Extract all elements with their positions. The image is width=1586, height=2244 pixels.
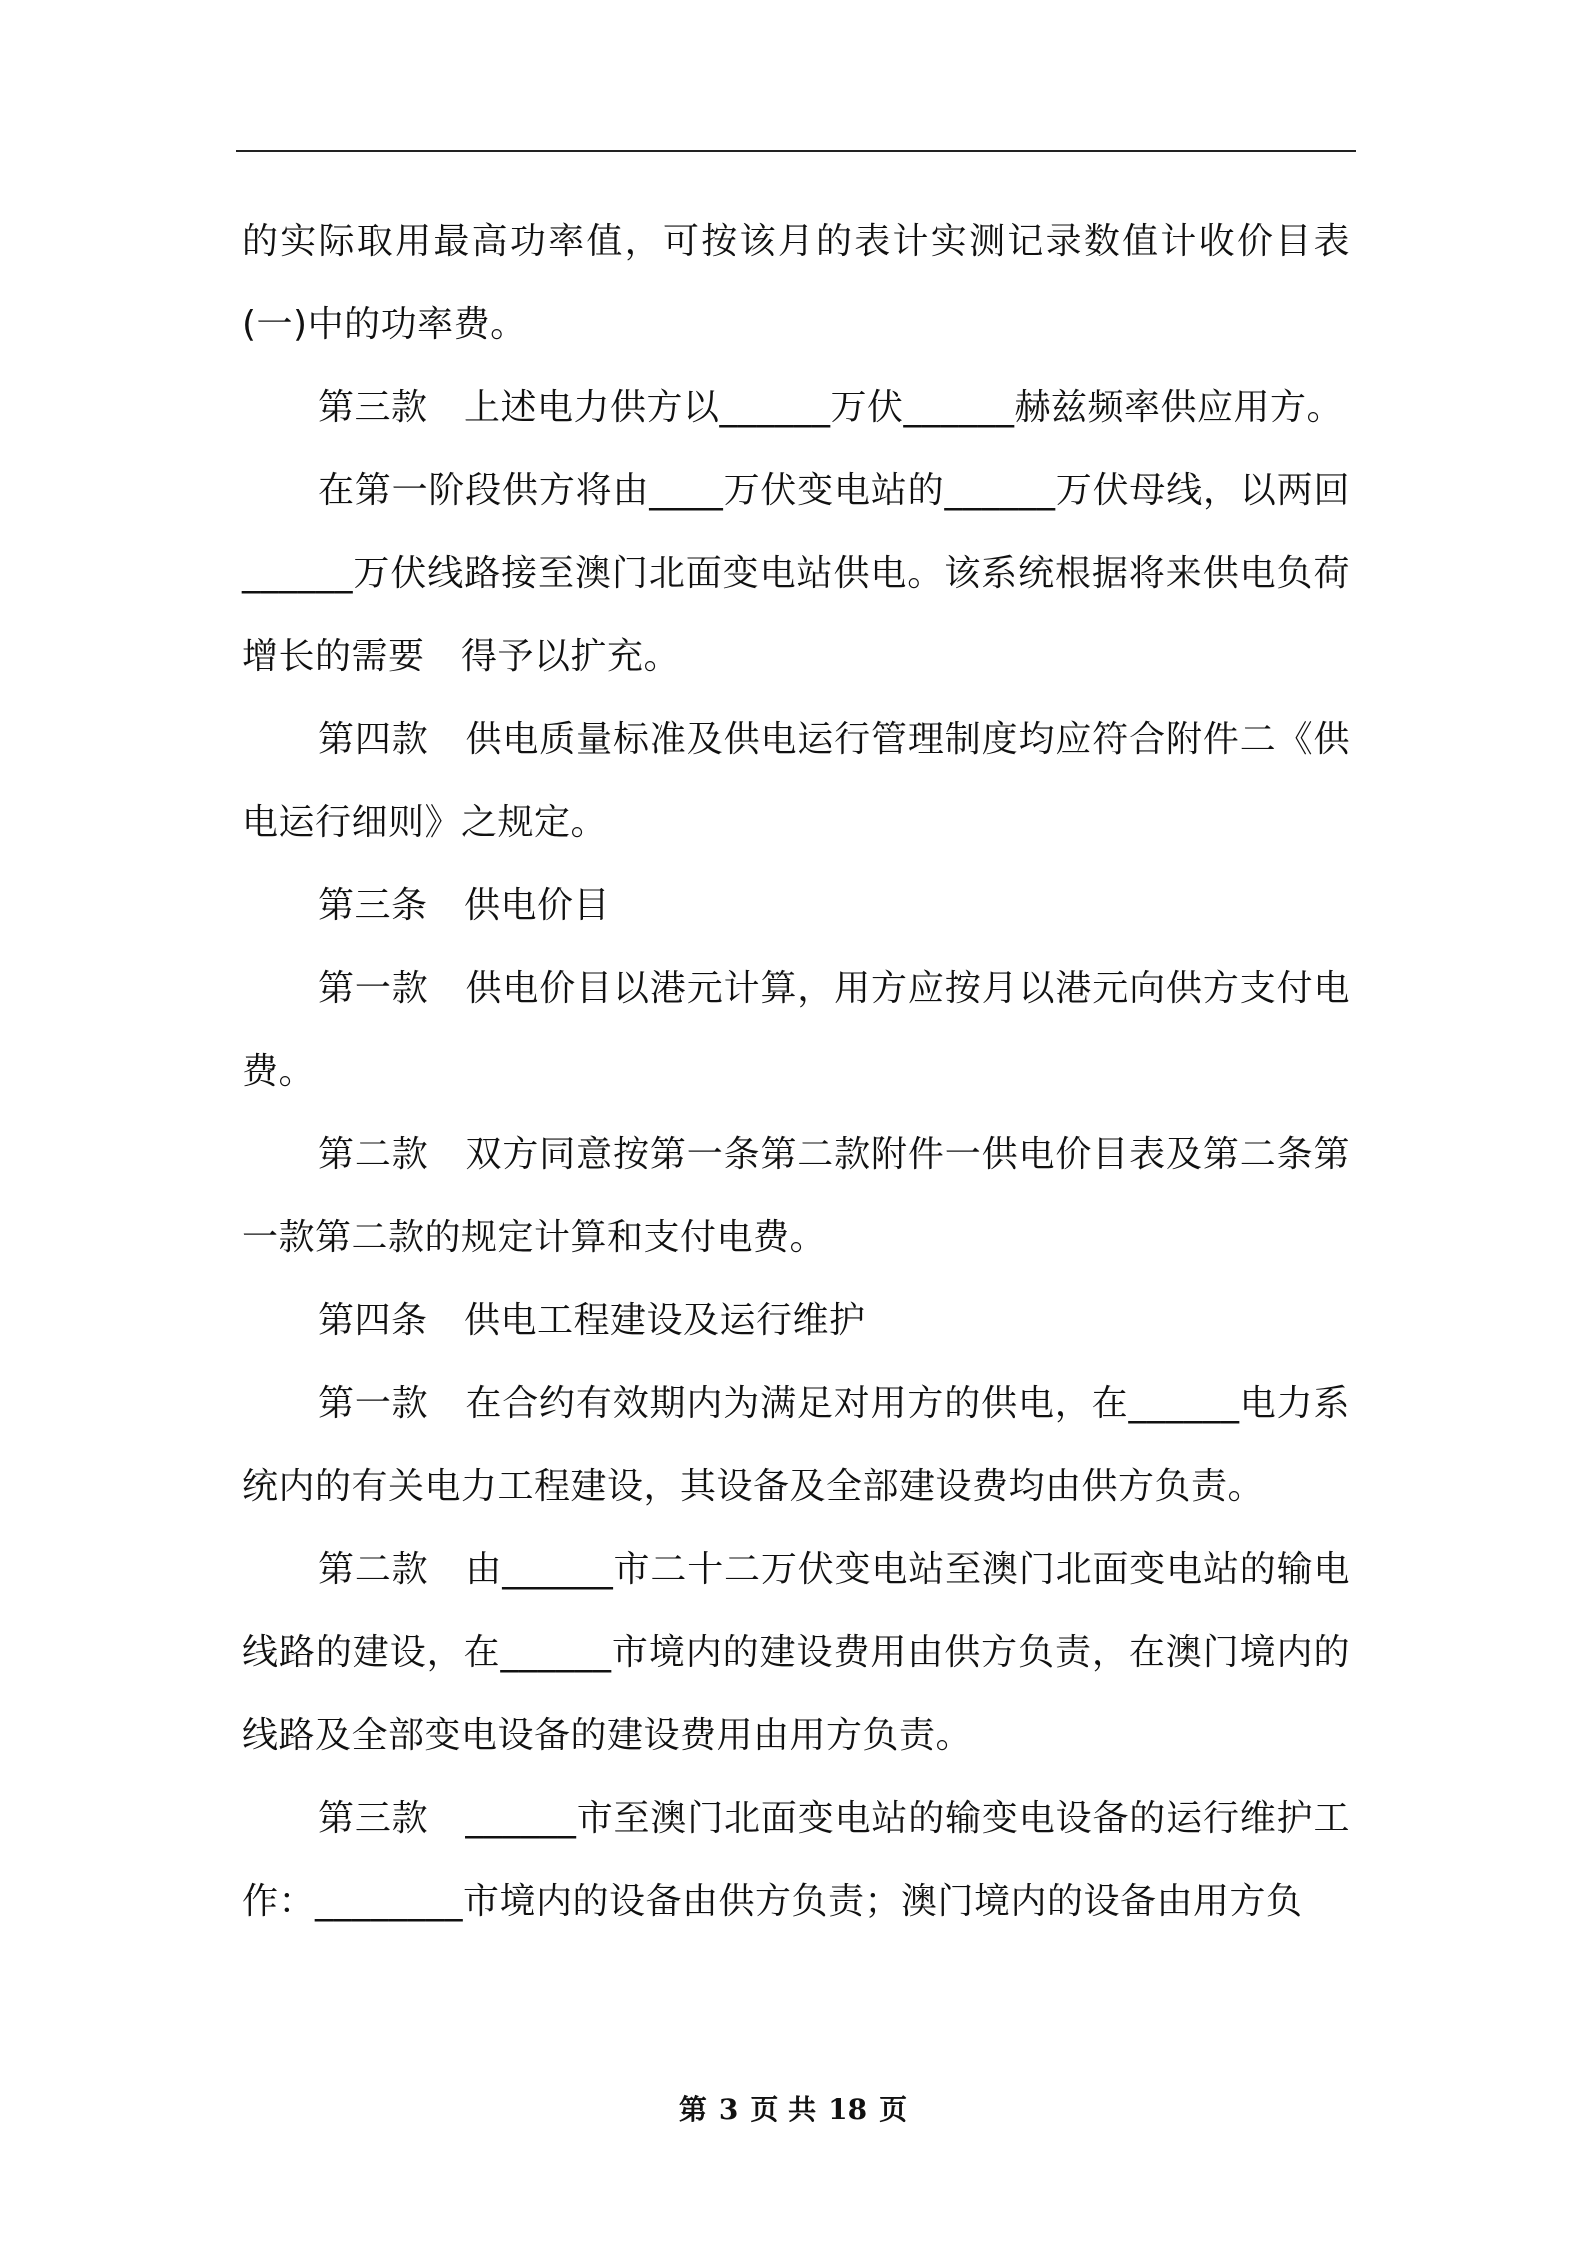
document-body bbox=[242, 200, 1350, 1943]
footer-suffix: 页 bbox=[879, 2093, 908, 2126]
section-heading-4: 第四条 供电工程建设及运行维护 bbox=[318, 1300, 866, 1341]
paragraph-3: 在第一阶段供方将由____万伏变电站的______万伏母线，以两回______万伏线路接至澳门北面变电站供电。该系统根据将来供电负荷增长的需要 得予以扩充。 bbox=[242, 470, 1350, 677]
paragraph-7: 第二款 双方同意按第一条第二款附件一供电价目表及第二条第一款第二款的规定计算和支付电费。 bbox=[242, 1134, 1350, 1258]
paragraph-9: 第一款 在合约有效期内为满足对用方的供电，在______电力系统内的有关电力工程建设，其设备及全部建设费均由供方负责。 bbox=[242, 1383, 1350, 1507]
paragraph-11: 第三款 ______市至澳门北面变电站的输变电设备的运行维护工作：________市境内的设备由供方负责；澳门境内的设备由用方负 bbox=[242, 1798, 1350, 1922]
paragraph-6: 第一款 供电价目以港元计算，用方应按月以港元向供方支付电费。 bbox=[242, 968, 1350, 1092]
footer-current-page: 3 bbox=[718, 2093, 739, 2126]
header-rule bbox=[236, 150, 1356, 152]
paragraph-10: 第二款 由______市二十二万伏变电站至澳门北面变电站的输电线路的建设，在______市境内的建设费用由供方负责，在澳门境内的线路及全部变电设备的建设费用由用方负责。 bbox=[242, 1549, 1350, 1756]
paragraph-1: 的实际取用最高功率值，可按该月的表计实测记录数值计收价目表(一)中的功率费。 bbox=[242, 221, 1350, 345]
paragraph-4: 第四款 供电质量标准及供电运行管理制度均应符合附件二《供电运行细则》之规定。 bbox=[242, 719, 1350, 843]
section-heading-3: 第三条 供电价目 bbox=[318, 885, 611, 926]
paragraph-2: 第三款 上述电力供方以______万伏______赫兹频率供应用方。 bbox=[318, 387, 1344, 428]
footer-total-pages: 18 bbox=[828, 2093, 868, 2126]
footer-prefix: 第 bbox=[678, 2093, 707, 2126]
page-footer bbox=[0, 2088, 1586, 2128]
footer-middle: 页 共 bbox=[750, 2093, 817, 2126]
